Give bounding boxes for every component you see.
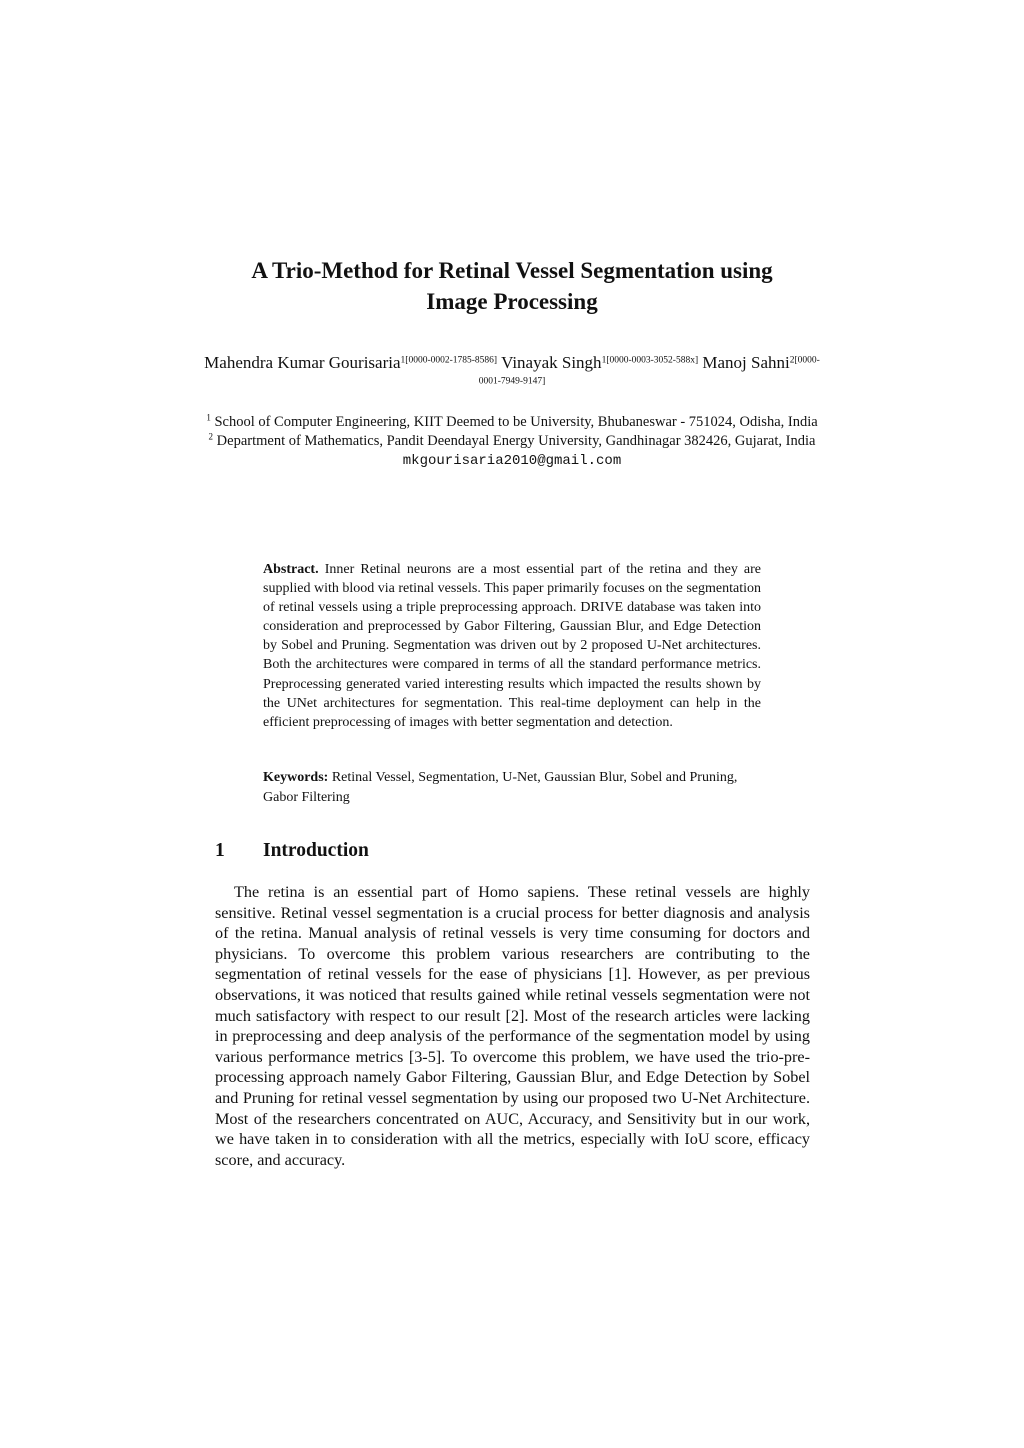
author-list <box>200 352 824 394</box>
contact-email: mkgourisaria2010@gmail.com <box>402 452 622 469</box>
affiliation-1 <box>200 413 824 432</box>
abstract <box>263 560 761 732</box>
affiliation-mark: 1 <box>206 412 211 423</box>
keywords-text: Retinal Vessel, Segmentation, U-Net, Gaussian Blur, Sobel and Pruning, Gabor Filtering <box>263 770 738 805</box>
affiliation-text: Department of Mathematics, Pandit Deendayal Energy University, Gandhinagar 382426, Gujarat, India <box>216 433 816 450</box>
abstract-label: Abstract. <box>263 562 319 577</box>
author-name: Manoj Sahni <box>702 353 790 372</box>
section-title: Introduction <box>263 840 369 861</box>
keywords-label: Keywords: <box>263 770 329 785</box>
affiliations <box>200 413 824 471</box>
author-orcid: 1[0000-0002-1785-8586] <box>400 355 498 366</box>
affiliation-text: School of Computer Engineering, KIIT Deemed to be University, Bhubaneswar - 751024, Odisha, India <box>214 414 818 430</box>
author-name: Mahendra Kumar Gourisaria <box>204 353 401 372</box>
author-name: Vinayak Singh <box>501 353 602 372</box>
introduction-paragraph: The retina is an essential part of Homo sapiens. These retinal vessels are highly sensitive. Retinal vessel segmentation is a crucial process for better diagnosis and analysis of the retina. Manual analysis of retinal vessels is very time consuming for doctors and physicians. To overcome this problem various researchers are contributing to the segmentation of retinal vessels for the ease of physicians [1]. However, as per previous observations, it was noticed that results gained while retinal vessels segmentation were not much satisfactory with respect to our result [2]. Most of the research articles were lacking in preprocessing and deep analysis of the performance of the segmentation model by using various performance metrics [3-5]. To overcome this problem, we have used the trio-pre-processing approach namely Gabor Filtering, Gaussian Blur, and Edge Detection by Sobel and Pruning for retinal vessel segmentation by using our proposed two U-Net Architecture. Most of the researchers concentrated on AUC, Accuracy, and Sensitivity but in our work, we have taken in to consideration with all the metrics, especially with IoU score, efficacy score, and accuracy. <box>215 883 810 1169</box>
abstract-text: Inner Retinal neurons are a most essential part of the retina and they are supplied with blood via retinal vessels. This paper primarily focuses on the segmentation of retinal vessels using a triple preprocessing approach. DRIVE database was taken into consideration and preprocessed by Gabor Filtering, Gaussian Blur, and Edge Detection by Sobel and Pruning. Segmentation was driven out by 2 proposed U-Net architectures. Both the architectures were compared in terms of all the standard performance metrics. Preprocessing generated varied interesting results which impacted the results shown by the UNet architectures for segmentation. This real-time deployment can help in the efficient preprocessing of images with better segmentation and detection. <box>263 562 762 730</box>
keywords <box>263 768 761 808</box>
section-number: 1 <box>215 840 225 861</box>
author-orcid: 2[0000-0001-7949-9147] <box>478 355 820 387</box>
affiliation-mark: 2 <box>208 431 214 442</box>
title-line-1: A Trio-Method for Retinal Vessel Segmentation using <box>251 258 773 283</box>
section-heading <box>215 838 369 864</box>
affiliation-2 <box>200 432 824 451</box>
title-line-2: Image Processing <box>426 289 598 314</box>
paper-title <box>180 255 844 317</box>
author-orcid: 1[0000-0003-3052-588x] <box>601 355 699 366</box>
